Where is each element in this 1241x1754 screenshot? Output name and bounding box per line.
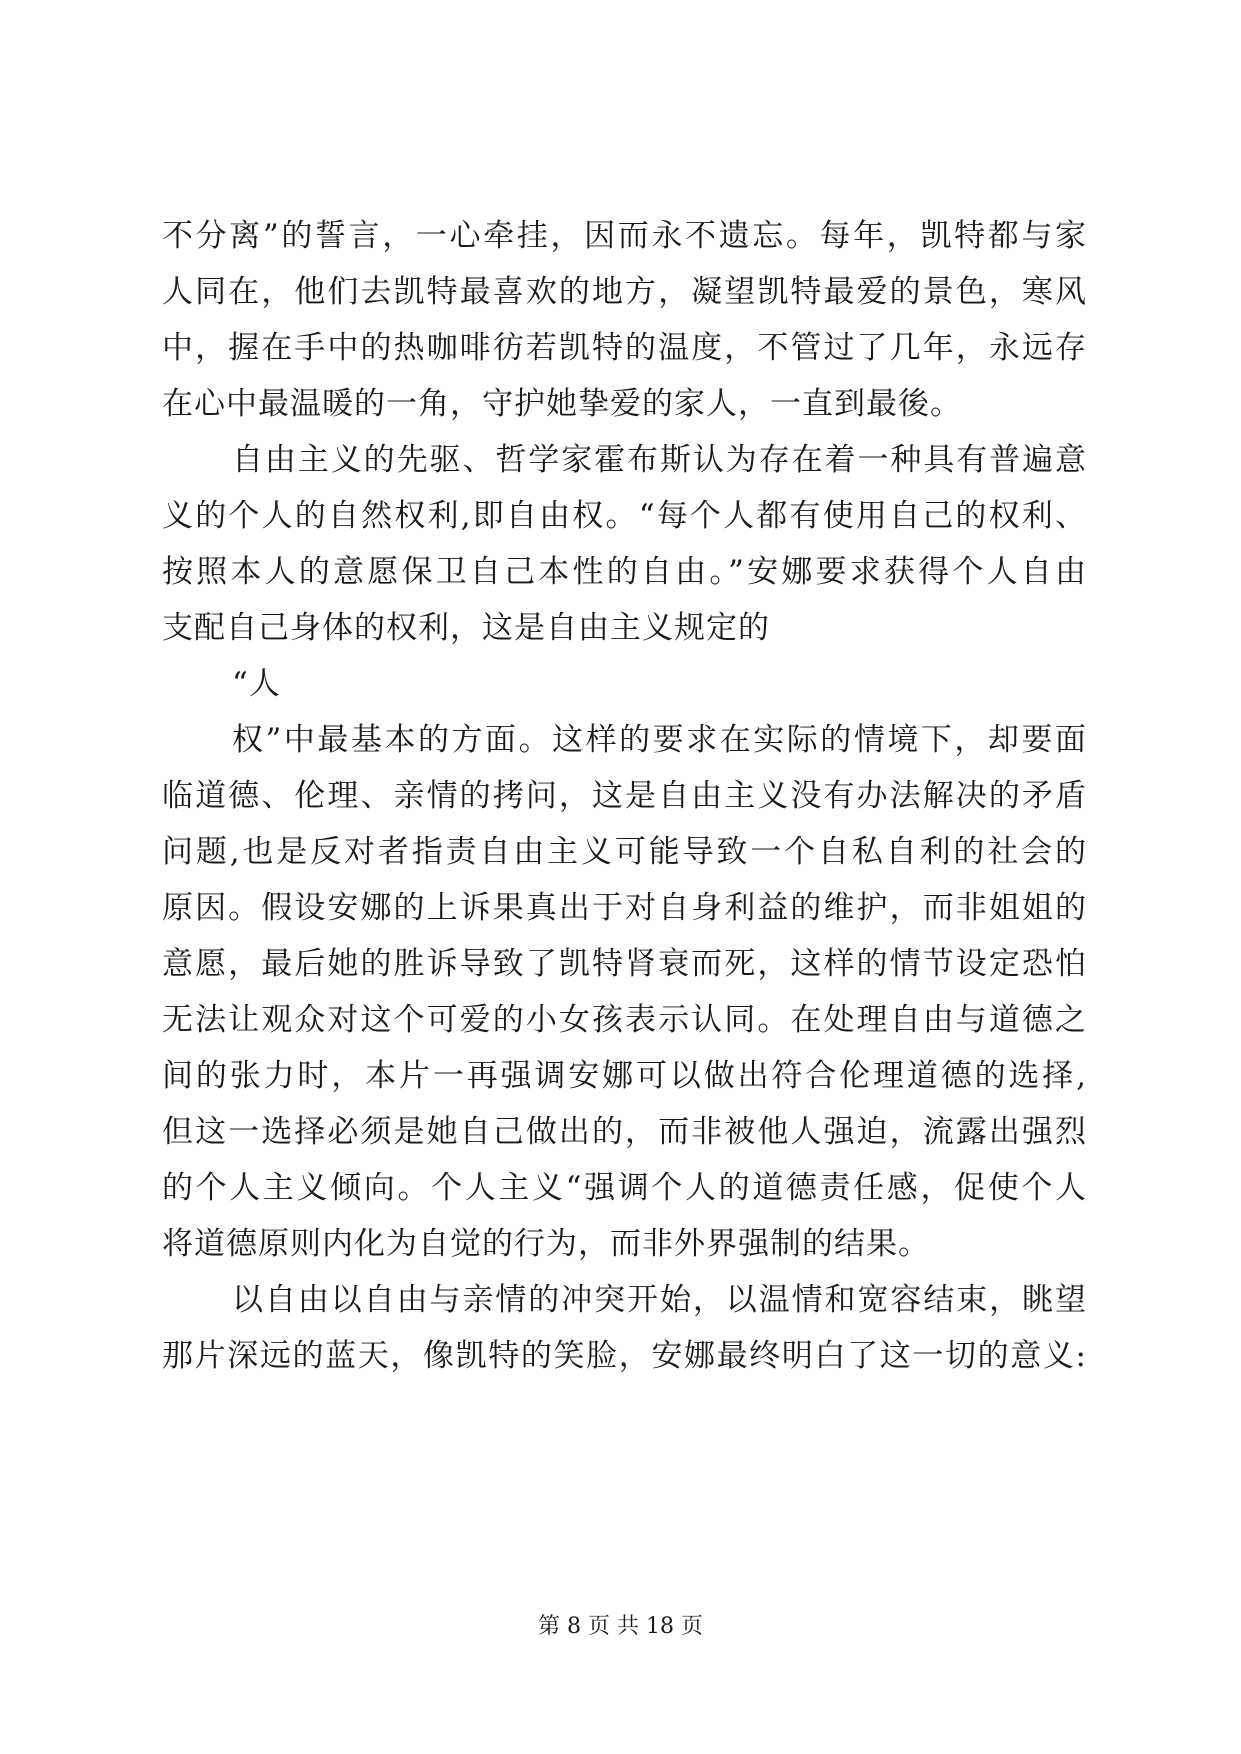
text-line: 将道德原则内化为自觉的行为，而非外界强制的结果。 xyxy=(162,1226,930,1262)
page-number-footer: 第 8 页 共 18 页 xyxy=(538,1614,703,1639)
text-line: 以自由以自由与亲情的冲突开始，以温情和宽容结束，眺望 xyxy=(232,1282,1087,1318)
text-line: 中，握在手中的热咖啡彷若凯特的温度，不管过了几年，永远存 xyxy=(162,330,1087,366)
text-line: 意愿，最后她的胜诉导致了凯特肾衰而死，这样的情节设定恐怕 xyxy=(162,946,1087,982)
text-line: 临道德、伦理、亲情的拷问，这是自由主义没有办法解决的矛盾 xyxy=(162,778,1087,814)
text-line: 按照本人的意愿保卫自己本性的自由。”安娜要求获得个人自由 xyxy=(162,554,1087,590)
text-line: 自由主义的先驱、哲学家霍布斯认为存在着一种具有普遍意 xyxy=(232,442,1087,478)
text-line: “人 xyxy=(232,666,281,702)
text-line: 不分离”的誓言，一心牵挂，因而永不遗忘。每年，凯特都与家 xyxy=(162,218,1087,254)
text-line: 人同在，他们去凯特最喜欢的地方，凝望凯特最爱的景色，寒风 xyxy=(162,274,1087,310)
text-line: 间的张力时，本片一再强调安娜可以做出符合伦理道德的选择, xyxy=(162,1058,1087,1094)
text-line: 支配自己身体的权利，这是自由主义规定的 xyxy=(162,610,770,646)
text-line: 原因。假设安娜的上诉果真出于对自身利益的维护，而非姐姐的 xyxy=(162,890,1087,926)
text-line: 权”中最基本的方面。这样的要求在实际的情境下，却要面 xyxy=(232,722,1087,758)
text-line: 那片深远的蓝天，像凯特的笑脸，安娜最终明白了这一切的意义: xyxy=(162,1338,1087,1374)
text-line: 义的个人的自然权利,即自由权。“每个人都有使用自己的权利、 xyxy=(162,498,1087,534)
text-line: 但这一选择必须是她自己做出的，而非被他人强迫，流露出强烈 xyxy=(162,1114,1087,1150)
text-line: 问题,也是反对者指责自由主义可能导致一个自私自利的社会的 xyxy=(162,834,1087,870)
text-line: 的个人主义倾向。个人主义“强调个人的道德责任感，促使个人 xyxy=(162,1170,1087,1206)
text-line: 在心中最温暖的一角，守护她挚爱的家人，一直到最後。 xyxy=(162,386,962,422)
text-line: 无法让观众对这个可爱的小女孩表示认同。在处理自由与道德之 xyxy=(162,1002,1087,1038)
